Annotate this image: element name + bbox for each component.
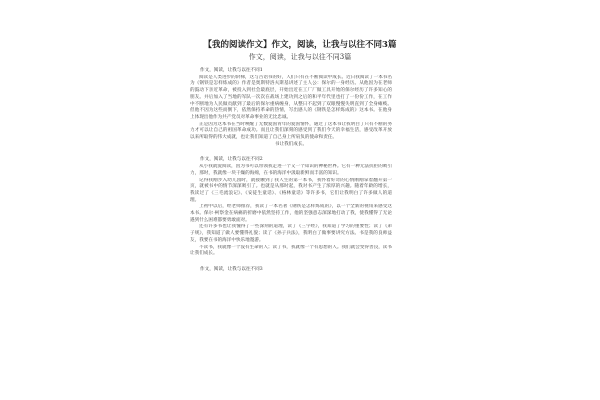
paragraph: 阅读是人类进步的阶梯，这与古语书的好，人们只有在不断阅读中成长。近日我阅读了一本书名为《钢铁是怎样炼成的》作者是奥斯特洛夫斯基讲述了主人公：保尔的一身经历。从他因为在老师的鼓动下亲近革命，被投入到社会最底层，开始出近在工厂厂做工具开始的保尔经历了许多知心的朋友。并后加入了当地的军队一次次在战场上建功到之后的和平年代里也打了一份份工作，在工作中不断地为人民做贡献到了最后的保尔重病缠身，从整日不起到了双眼慢慢失明直到了全身瘫痪。但他不因为这些而倒下，依然保持革命的热情，写出感人的《钢铁是怎样炼成的》这本书。在他身上体现出他作为共产党员对革命事业的无比忠诚。	[190, 74, 392, 120]
paragraph: 正是因为这本书在当时唤醒了无数爱国青年的爱国情怀，通过了这本书让我明白了只有不断的努力才可以让自己的祖国革命成功。而且让我们深刻的感受到了我们今天的幸福生活，感受改革开放以来所取得的伟大成就，也让我们知道了自己身上所肩负的使命和责任。	[190, 121, 392, 141]
paragraph: 记得我刚步入幼儿园时，就接触到了我人生的第一本书，我怀着好奇的心情刚刚拿着翻开第一页，就被书中的情节深深吸引了。也就是从那时起，我对书产生了浓厚的兴趣。随着年龄的增长，我读过了《三毛流浪记》、《安徒生童话》、《格林童话》等许多书，它们让我明白了许多做人的道理。	[190, 177, 392, 203]
document-subtitle: 作文，阅读，让我与以往不同3篇	[248, 53, 352, 61]
section-heading-2: 作文，阅读，让我与以往不同2	[200, 157, 263, 163]
section-heading-1: 作文，阅读，让我与以往不同1	[200, 68, 263, 73]
document-body	[190, 68, 392, 274]
paragraph: 书让我们成长。	[274, 141, 308, 147]
paragraph: 不读书，我就像一个没有生命的人；读了书，我就像一个有思想的人。我们就会变得善良，读书让我们成长。	[190, 244, 392, 257]
paragraph: 上初中以后，经老师推荐，我读了一本名著《钢铁是怎样炼成的》，以一个全新的视角来感受这本书。保尔·柯察金在病痛的折磨中依然坚持工作，他的坚强意志深深地打动了我，使我懂得了无论遇到什么困难都要勇敢面对。	[190, 204, 392, 223]
paragraph: 还有许多书也让我懂得了一些深刻的道理，读了《三字经》，我知道了学习的重要性；读了《弟子规》，我知道了做人要懂得礼貌；读了《孙子兵法》，我明白了做事要讲究方法。书是我的良师益友，我要在书的海洋中快乐地遨游。	[190, 224, 392, 243]
section-heading-3: 作文，阅读，让我与以往不同3	[200, 266, 263, 272]
paragraph: 从小我就爱阅读，因为书可以带领我走进一个又一个知识的神秘世界。它有一种无法抗拒的吸引力，那时，我就像一块干燥的海绵，在书的海洋中汲取新鲜而丰富的知识。	[190, 164, 392, 176]
document-title: 【我的阅读作文】作文，阅读，让我与以往不同3篇	[203, 40, 397, 50]
